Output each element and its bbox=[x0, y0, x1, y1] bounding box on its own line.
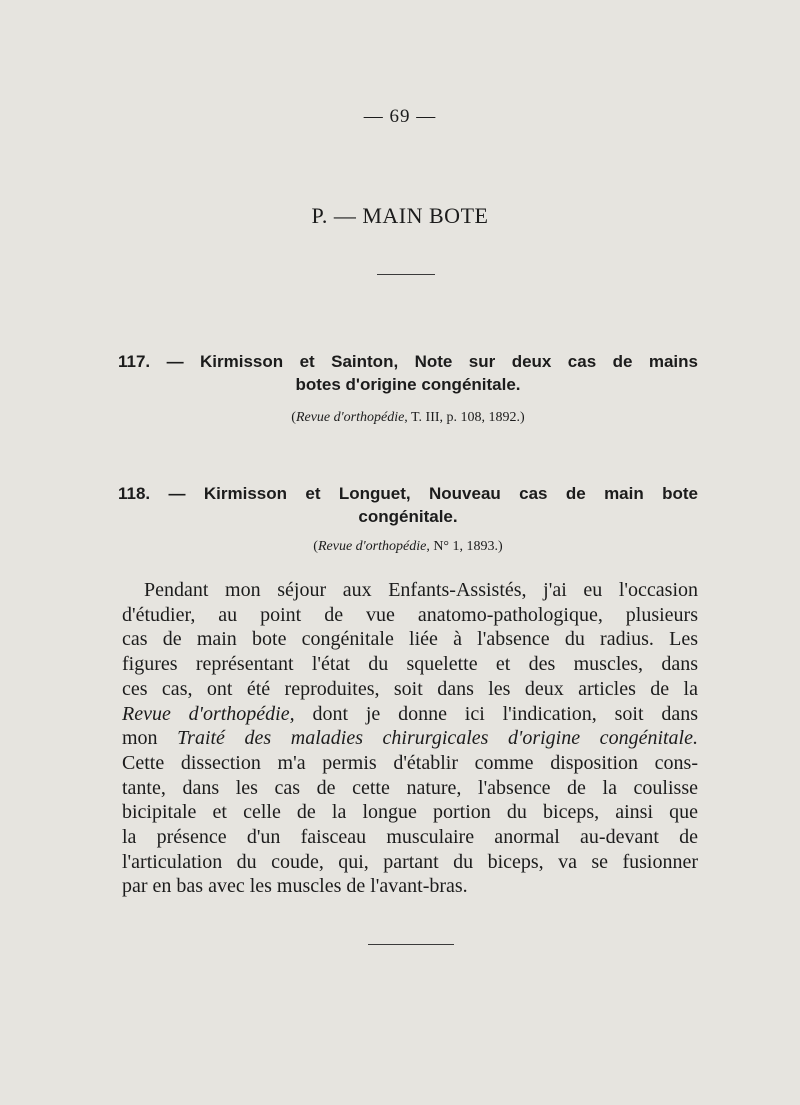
body-line: la présence d'un faisceau musculaire anormal au-devant de bbox=[122, 826, 698, 849]
citation-details: , T. III, p. 108, 1892.) bbox=[404, 410, 525, 425]
body-line: cas de main bote congénitale liée à l'absence du radius. Les bbox=[122, 628, 698, 651]
journal-reference: Revue d'orthopédie, bbox=[122, 702, 295, 725]
body-line: ces cas, ont été reproduites, soit dans les deux articles de la bbox=[122, 677, 698, 700]
entry-117-title-line1 bbox=[118, 350, 698, 373]
body-line: bicipitale et celle de la longue portion du biceps, ainsi que bbox=[122, 801, 698, 824]
page-number: — 69 — bbox=[363, 106, 437, 127]
body-line: d'étudier, au point de vue anatomo-pathologique, plusieurs bbox=[122, 603, 698, 626]
entry-118-title-line2: congénitale. bbox=[358, 507, 458, 526]
book-reference: Traité des maladies chirurgicales d'origine congénitale. bbox=[177, 727, 698, 750]
entry-117-title-line2: botes d'origine congénitale. bbox=[295, 375, 521, 394]
entry-117-number: 117. bbox=[118, 352, 151, 371]
citation-journal: Revue d'orthopédie bbox=[295, 410, 405, 425]
entry-118-title-line1 bbox=[118, 482, 698, 505]
citation-open: ( bbox=[313, 539, 318, 554]
body-line-text: mon bbox=[122, 727, 178, 750]
body-line-text: dont je donne ici l'indication, soit dans bbox=[294, 702, 698, 725]
body-paragraph bbox=[122, 578, 698, 899]
body-line: l'articulation du coude, qui, partant du biceps, va se fusionner bbox=[122, 850, 698, 873]
body-line: Cette dissection m'a permis d'établir comme disposition cons- bbox=[122, 751, 698, 774]
citation-journal: Revue d'orthopédie bbox=[317, 539, 427, 554]
entry-117-title-text: — Kirmisson et Sainton, Note sur deux cas de mains bbox=[166, 352, 698, 371]
section-title: P. — MAIN BOTE bbox=[311, 203, 489, 228]
citation-open: ( bbox=[291, 410, 296, 425]
entry-117-title bbox=[118, 350, 698, 396]
body-line: tante, dans les cas de cette nature, l'absence de la coulisse bbox=[122, 776, 698, 799]
entry-117-citation bbox=[0, 410, 800, 426]
title-divider bbox=[377, 274, 435, 275]
citation-details: , N° 1, 1893.) bbox=[426, 539, 503, 554]
body-line bbox=[122, 702, 698, 727]
entry-118-citation bbox=[0, 539, 800, 555]
body-line: Pendant mon séjour aux Enfants-Assistés, j'ai eu l'occasion bbox=[144, 579, 698, 601]
body-line: par en bas avec les muscles de l'avant-bras. bbox=[122, 875, 468, 898]
entry-118-title bbox=[118, 482, 698, 528]
entry-118-number: 118. bbox=[118, 484, 151, 503]
end-divider bbox=[368, 944, 454, 945]
body-line bbox=[122, 726, 698, 751]
entry-118-title-text: — Kirmisson et Longuet, Nouveau cas de main bote bbox=[168, 484, 698, 503]
body-line: figures représentant l'état du squelette et des muscles, dans bbox=[122, 653, 698, 676]
